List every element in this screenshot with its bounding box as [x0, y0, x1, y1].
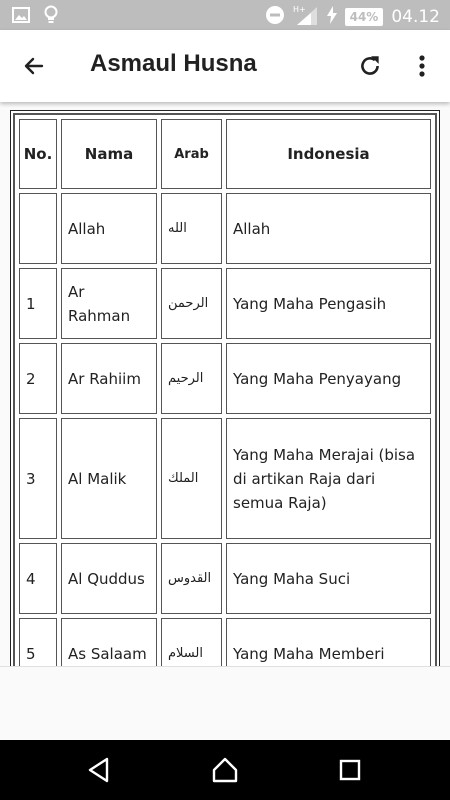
content-area[interactable] [0, 102, 450, 666]
table-header-row [19, 119, 431, 189]
cell-indonesia: Yang Maha Pengasih [226, 268, 431, 339]
nav-home-button[interactable] [209, 754, 241, 786]
lightbulb-notification-icon [44, 5, 58, 29]
cell-nama: As Salaam [61, 618, 157, 666]
do-not-disturb-icon [265, 5, 285, 29]
battery-indicator: 44% [345, 8, 384, 26]
cell-arab: الله [161, 193, 222, 264]
cell-no: 4 [19, 543, 57, 614]
bottom-panel [0, 666, 450, 740]
header-nama: Nama [61, 119, 157, 189]
signal-icon [293, 4, 319, 30]
back-button[interactable] [16, 50, 52, 82]
refresh-button[interactable] [352, 50, 388, 82]
cell-no: 5 [19, 618, 57, 666]
cell-indonesia: Yang Maha Penyayang [226, 343, 431, 414]
cell-no: 1 [19, 268, 57, 339]
cell-arab: الرحيم [161, 343, 222, 414]
cell-indonesia: Allah [226, 193, 431, 264]
cell-arab: السلام [161, 618, 222, 666]
header-indonesia: Indonesia [226, 119, 431, 189]
table-row [19, 418, 431, 539]
overflow-menu-button[interactable] [408, 50, 436, 82]
cell-arab: الملك [161, 418, 222, 539]
image-notification-icon [12, 7, 30, 27]
cell-nama: Ar Rahman [61, 268, 157, 339]
table-row [19, 618, 431, 666]
nav-recents-icon [339, 759, 361, 781]
cell-indonesia: Yang Maha Suci [226, 543, 431, 614]
system-nav-bar [0, 740, 450, 800]
header-no: No. [19, 119, 57, 189]
refresh-icon [357, 53, 383, 79]
nav-back-button[interactable] [83, 754, 115, 786]
cell-indonesia: Yang Maha Memberi [226, 618, 431, 666]
cell-nama: Ar Rahiim [61, 343, 157, 414]
cell-arab: القدوس [161, 543, 222, 614]
page-title: Asmaul Husna [90, 50, 257, 77]
header-arab: Arab [161, 119, 222, 189]
cell-no: 2 [19, 343, 57, 414]
nav-back-icon [87, 757, 111, 783]
charging-icon [327, 6, 337, 28]
table-row [19, 268, 431, 339]
app-bar [0, 30, 450, 102]
cell-nama: Al Malik [61, 418, 157, 539]
cell-no: 3 [19, 418, 57, 539]
network-type-label: H+ [292, 5, 306, 14]
table-row [19, 343, 431, 414]
clock: 04.12 [391, 7, 440, 27]
cell-arab: الرحمن [161, 268, 222, 339]
status-bar [0, 0, 450, 30]
more-vert-icon [418, 54, 426, 78]
table-row [19, 193, 431, 264]
asmaul-husna-table [10, 110, 440, 666]
table-row [19, 543, 431, 614]
nav-recents-button[interactable] [334, 754, 366, 786]
cell-nama: Al Quddus [61, 543, 157, 614]
nav-home-icon [211, 757, 239, 783]
cell-no [19, 193, 57, 264]
cell-nama: Allah [61, 193, 157, 264]
arrow-left-icon [22, 54, 46, 78]
cell-indonesia: Yang Maha Merajai (bisa di artikan Raja dari semua Raja) [226, 418, 431, 539]
